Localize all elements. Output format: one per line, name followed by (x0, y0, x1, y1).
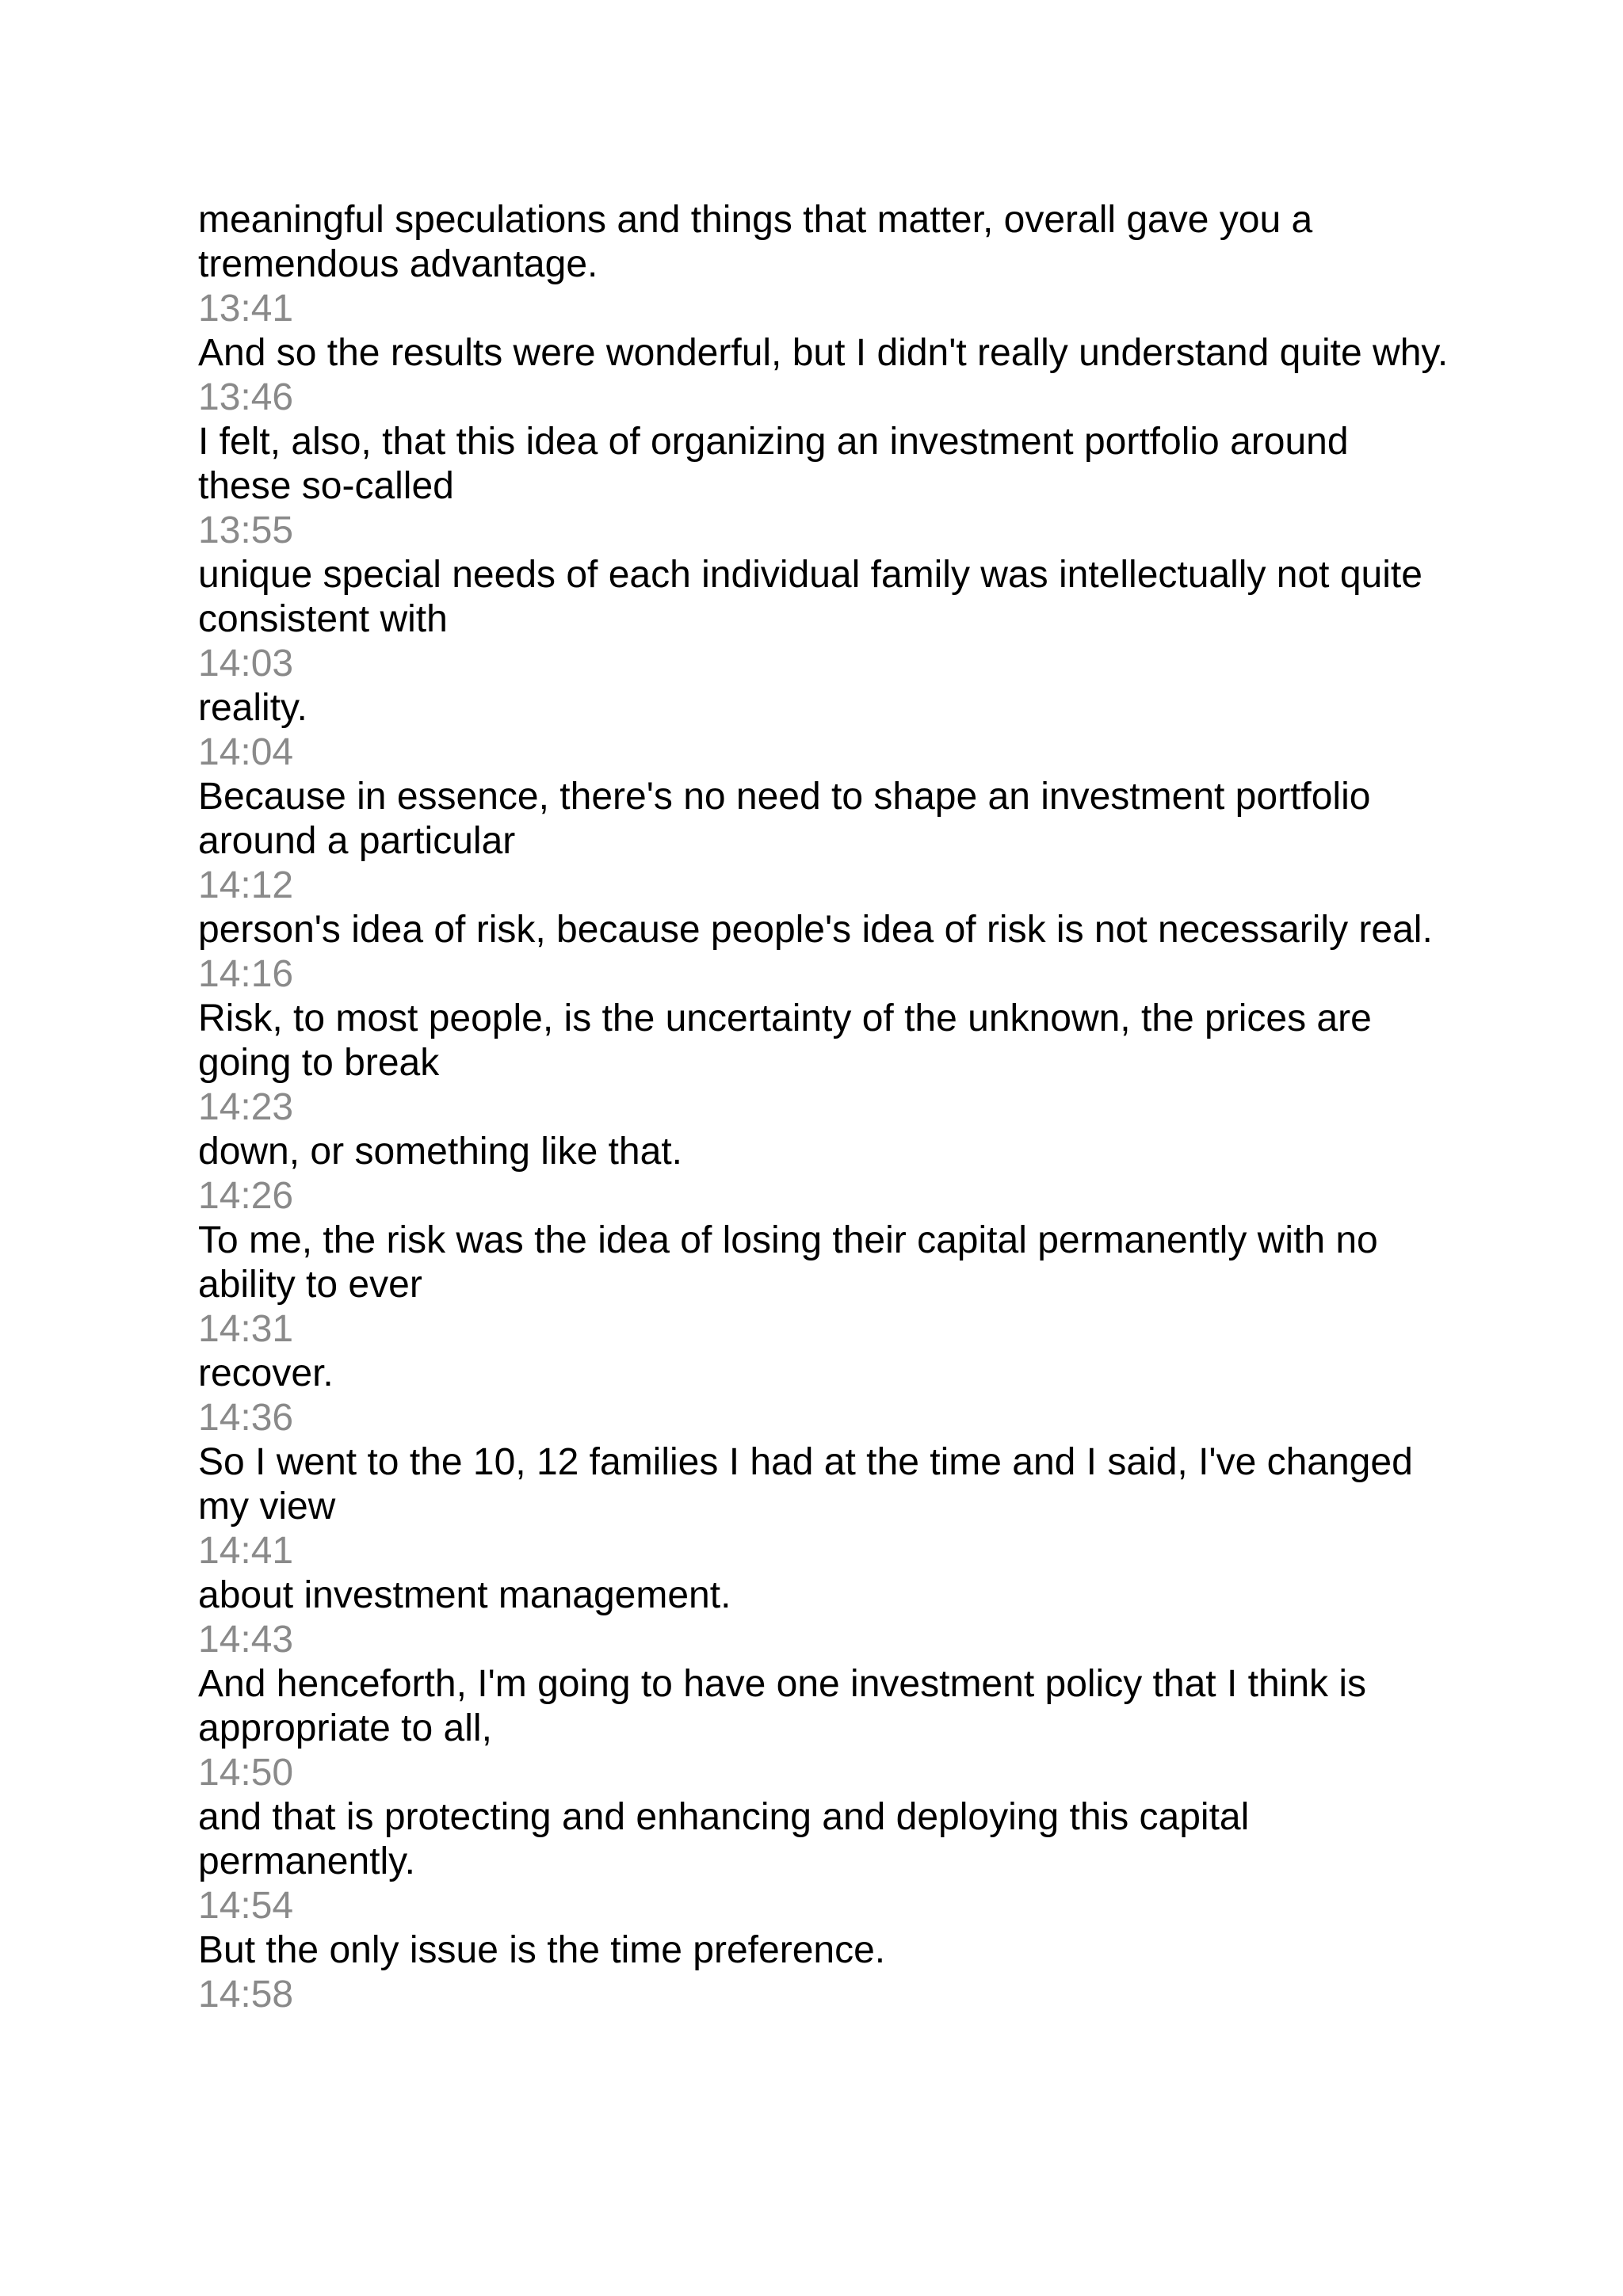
transcript-text: I felt, also, that this idea of organizing an investment portfolio around these so-called (198, 421, 1349, 507)
timestamp: 13:55 (198, 509, 294, 551)
transcript-text: meaningful speculations and things that matter, overall gave you a tremendous advantage. (198, 199, 1313, 285)
timestamp: 14:43 (198, 1619, 294, 1661)
transcript-entry (198, 198, 1450, 331)
transcript-text: To me, the risk was the idea of losing their capital permanently with no ability to ever (198, 1219, 1378, 1306)
transcript-entry (198, 1573, 1450, 1662)
timestamp: 14:16 (198, 953, 294, 995)
transcript-text: But the only issue is the time preference. (198, 1929, 886, 1971)
transcript-entry (198, 1352, 1450, 1440)
transcript-text: unique special needs of each individual family was intellectually not quite consistent with (198, 554, 1423, 640)
transcript-entry (198, 1662, 1450, 1795)
timestamp: 14:41 (198, 1530, 294, 1572)
transcript-entry (198, 908, 1450, 997)
transcript-text: reality. (198, 687, 307, 729)
transcript-entry (198, 1130, 1450, 1219)
transcript-text: So I went to the 10, 12 families I had at the time and I said, I've changed my view (198, 1441, 1413, 1527)
transcript-text: And henceforth, I'm going to have one investment policy that I think is appropriate to all, (198, 1663, 1367, 1749)
transcript-text: person's idea of risk, because people's idea of risk is not necessarily real. (198, 909, 1433, 951)
transcript-text: recover. (198, 1352, 334, 1394)
timestamp: 14:31 (198, 1308, 294, 1350)
transcript-text: and that is protecting and enhancing and deploying this capital permanently. (198, 1796, 1250, 1882)
transcript-entry (198, 775, 1450, 908)
transcript-text: Risk, to most people, is the uncertainty of the unknown, the prices are going to break (198, 997, 1372, 1084)
timestamp: 14:36 (198, 1397, 294, 1439)
transcript-entry (198, 1795, 1450, 1928)
transcript-entry (198, 420, 1450, 553)
transcript-text: And so the results were wonderful, but I didn't really understand quite why. (198, 332, 1449, 374)
timestamp: 14:26 (198, 1175, 294, 1217)
transcript-entry (198, 1440, 1450, 1573)
transcript-text: about investment management. (198, 1574, 731, 1616)
transcript-entry (198, 553, 1450, 686)
transcript-entry (198, 1219, 1450, 1352)
timestamp: 14:50 (198, 1752, 294, 1794)
timestamp: 13:46 (198, 376, 294, 418)
transcript-entry (198, 686, 1450, 775)
transcript-page (198, 198, 1450, 2017)
transcript-entry (198, 997, 1450, 1130)
transcript-entry (198, 331, 1450, 420)
timestamp: 14:54 (198, 1885, 294, 1927)
transcript-text: Because in essence, there's no need to shape an investment portfolio around a particular (198, 776, 1371, 862)
timestamp: 14:03 (198, 643, 294, 685)
timestamp: 14:23 (198, 1086, 294, 1128)
timestamp: 14:04 (198, 731, 294, 773)
timestamp: 14:58 (198, 1974, 294, 2016)
transcript-text: down, or something like that. (198, 1131, 682, 1173)
transcript-entry (198, 1928, 1450, 2017)
timestamp: 13:41 (198, 288, 294, 330)
timestamp: 14:12 (198, 864, 294, 906)
